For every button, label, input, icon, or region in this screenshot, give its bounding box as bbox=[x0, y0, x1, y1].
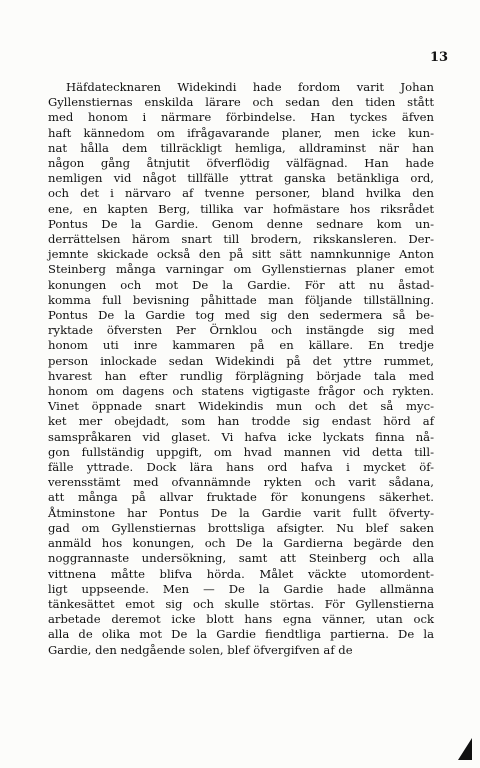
text-line: arbetade deremot icke blott hans egna vänner, utan ock bbox=[48, 612, 434, 627]
text-line: med honom i närmare förbindelse. Han tyckes äfven bbox=[48, 110, 434, 125]
text-line: Häfdatecknaren Widekindi hade fordom varit Johan bbox=[66, 80, 434, 94]
text-line: gad om Gyllenstiernas brottsliga afsigter. Nu blef saken bbox=[48, 520, 434, 535]
text-line: nemligen vid något tillfälle yttrat ganska betänkliga ord, bbox=[48, 171, 434, 186]
corner-mark-icon bbox=[458, 738, 472, 760]
text-line: någon gång åtnjutit öfverflödig välfägnad. Han hade bbox=[48, 156, 434, 171]
text-line: honom uti inre kammaren på en källare. En tredje bbox=[48, 338, 434, 353]
text-line: honom om dagens och statens vigtigaste frågor och rykten. bbox=[48, 384, 434, 399]
body-text bbox=[48, 80, 434, 658]
text-line: verensstämt med ofvannämnde rykten och varit sådana, bbox=[48, 475, 434, 490]
text-line: och det i närvaro af tvenne personer, bland hvilka den bbox=[48, 186, 434, 201]
text-line: hvarest han efter rundlig förplägning började tala med bbox=[48, 368, 434, 383]
text-line: person inlockade sedan Widekindi på det yttre rummet, bbox=[48, 353, 434, 368]
text-line: ryktade öfversten Per Örnklou och instängde sig med bbox=[48, 323, 434, 338]
text-line: tänkesättet emot sig och skulle störtas. För Gyllenstierna bbox=[48, 596, 434, 611]
text-line: alla de olika mot De la Gardie fiendtliga partierna. De la bbox=[48, 627, 434, 642]
page-number: 13 bbox=[430, 50, 449, 65]
text-line: noggrannaste undersökning, samt att Steinberg och alla bbox=[48, 551, 434, 566]
text-line: Steinberg många varningar om Gyllenstiernas planer emot bbox=[48, 262, 434, 277]
text-line: fälle yttrade. Dock lära hans ord hafva i mycket öf- bbox=[48, 460, 434, 475]
text-line: derrättelsen härom snart till brodern, rikskansleren. Der- bbox=[48, 232, 434, 247]
text-line: Gyllenstiernas enskilda lärare och sedan den tiden stått bbox=[48, 95, 434, 110]
text-line: ket mer obejdadt, som han trodde sig endast hörd af bbox=[48, 414, 434, 429]
text-line: haft kännedom om ifrågavarande planer, men icke kun- bbox=[48, 125, 434, 140]
text-line: gon fullständig uppgift, om hvad mannen vid detta till- bbox=[48, 444, 434, 459]
text-line: anmäld hos konungen, och De la Gardierna begärde den bbox=[48, 536, 434, 551]
text-line: komma full bevisning påhittade man följande tillställning. bbox=[48, 292, 434, 307]
text-line: Pontus De la Gardie tog med sig den sedermera så be- bbox=[48, 308, 434, 323]
text-line: Vinet öppnade snart Widekindis mun och det så myc- bbox=[48, 399, 434, 414]
text-line: att många på allvar fruktade för konungens säkerhet. bbox=[48, 490, 434, 505]
text-line: samspråkaren vid glaset. Vi hafva icke lyckats finna nå- bbox=[48, 429, 434, 444]
text-line: jemnte skickade också den på sitt sätt namnkunnige Anton bbox=[48, 247, 434, 262]
text-line: konungen och mot De la Gardie. För att nu åstad- bbox=[48, 277, 434, 292]
text-line: vittnena måtte blifva hörda. Målet väckte utomordent- bbox=[48, 566, 434, 581]
text-line: Gardie, den nedgående solen, blef öfvergifven af de bbox=[48, 642, 353, 657]
text-line: nat hålla dem tillräckligt hemliga, alldraminst när han bbox=[48, 140, 434, 155]
text-line: Åtminstone har Pontus De la Gardie varit fullt öfverty- bbox=[48, 505, 434, 520]
text-line: ligt uppseende. Men — De la Gardie hade allmänna bbox=[48, 581, 434, 596]
text-line: ene, en kapten Berg, tillika var hofmästare hos riksrådet bbox=[48, 201, 434, 216]
text-line: Pontus De la Gardie. Genom denne sednare kom un- bbox=[48, 216, 434, 231]
